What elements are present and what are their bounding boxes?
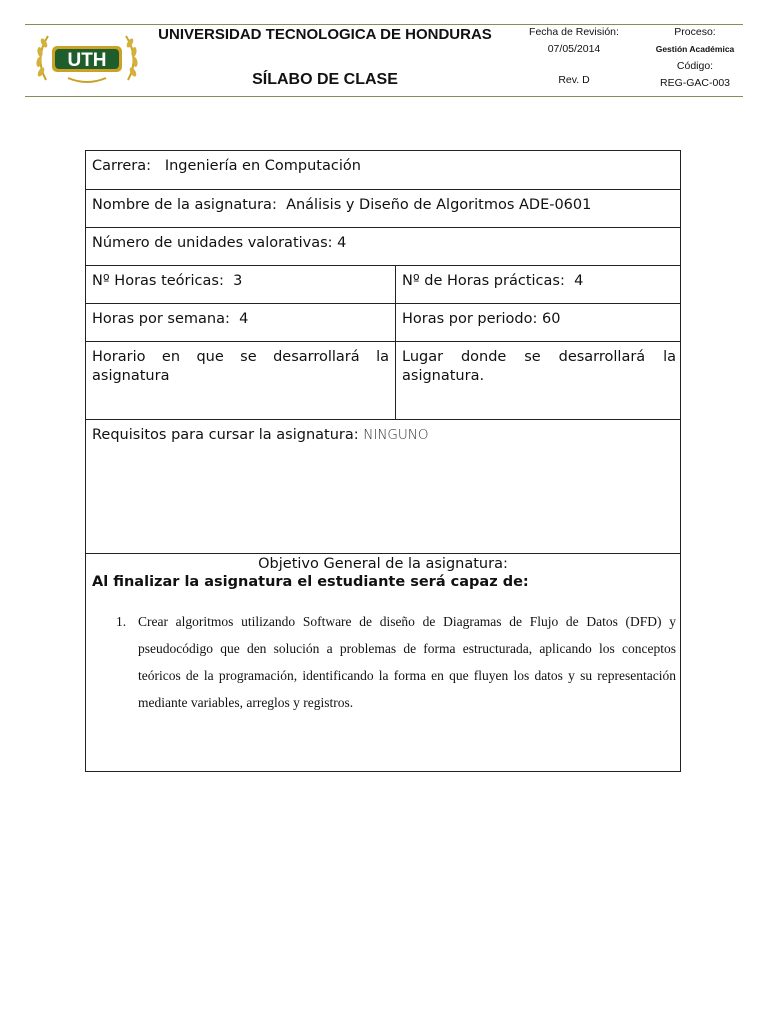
objetivo-item-text: Crear algoritmos utilizando Software de diseño de Diagramas de Flujo de Datos (DFD) y pseudocódigo que den solución a problemas de forma estructurada, aplicando los conceptos teóricos de la programación, identificando la forma en que fluyen los datos y su representación mediante variables, arreglos y registros. xyxy=(138,614,676,710)
process-value: Gestión Académica xyxy=(655,44,735,54)
unidades-value: 4 xyxy=(337,235,347,251)
revision-date: 07/05/2014 xyxy=(547,43,601,55)
syllabus-table xyxy=(85,150,681,772)
carrera-label: Carrera: xyxy=(92,158,152,174)
horario-line2: asignatura xyxy=(92,368,170,384)
process-label: Proceso: xyxy=(674,26,716,38)
row-objetivo xyxy=(86,554,680,771)
revision: Rev. D xyxy=(558,74,590,86)
unidades-label: Número de unidades valorativas: xyxy=(92,235,333,251)
horas-practicas-label: Nº de Horas prácticas: xyxy=(402,273,565,289)
horas-periodo-value: 60 xyxy=(542,311,561,327)
horas-teoricas-value: 3 xyxy=(233,273,243,289)
horas-semana-value: 4 xyxy=(239,311,249,327)
code-value: REG-GAC-003 xyxy=(659,77,731,89)
code-label: Código: xyxy=(676,60,714,72)
row-carrera xyxy=(86,151,680,190)
objetivo-title: Objetivo General de la asignatura: xyxy=(258,556,508,572)
asignatura-value: Análisis y Diseño de Algoritmos ADE-0601 xyxy=(286,197,592,213)
document-title: SÍLABO DE CLASE xyxy=(252,71,398,88)
list-item xyxy=(112,608,682,716)
horas-teoricas-label: Nº Horas teóricas: xyxy=(92,273,224,289)
row-horas-semana xyxy=(86,304,680,342)
carrera-value: Ingeniería en Computación xyxy=(164,158,361,174)
objetivo-item-number: 1. xyxy=(116,614,127,629)
objetivo-intro: Al finalizar la asignatura el estudiante será capaz de: xyxy=(92,574,529,590)
lugar-line1: Lugar donde se desarrollará la xyxy=(402,349,676,365)
row-requisitos xyxy=(86,420,680,554)
horas-semana-label: Horas por semana: xyxy=(92,311,230,327)
process-block xyxy=(640,24,750,92)
row-asignatura xyxy=(86,190,680,228)
requisitos-value: NINGUNO xyxy=(363,427,429,443)
revision-block xyxy=(510,24,638,89)
uth-logo xyxy=(32,28,142,90)
requisitos-label: Requisitos para cursar la asignatura: xyxy=(92,427,359,443)
lugar-line2: asignatura. xyxy=(402,368,485,384)
header-bottom-rule xyxy=(25,96,743,97)
row-horario-lugar xyxy=(86,342,680,420)
horas-practicas-value: 4 xyxy=(574,273,584,289)
asignatura-label: Nombre de la asignatura: xyxy=(92,197,277,213)
university-name: UNIVERSIDAD TECNOLOGICA DE HONDURAS xyxy=(158,26,492,43)
horas-periodo-label: Horas por periodo: xyxy=(402,311,538,327)
objetivo-list xyxy=(112,608,682,716)
logo-text: UTH xyxy=(67,50,107,71)
row-horas xyxy=(86,266,680,304)
revision-date-label: Fecha de Revisión: xyxy=(529,26,619,38)
row-unidades xyxy=(86,228,680,266)
horario-line1: Horario en que se desarrollará la xyxy=(92,349,389,365)
